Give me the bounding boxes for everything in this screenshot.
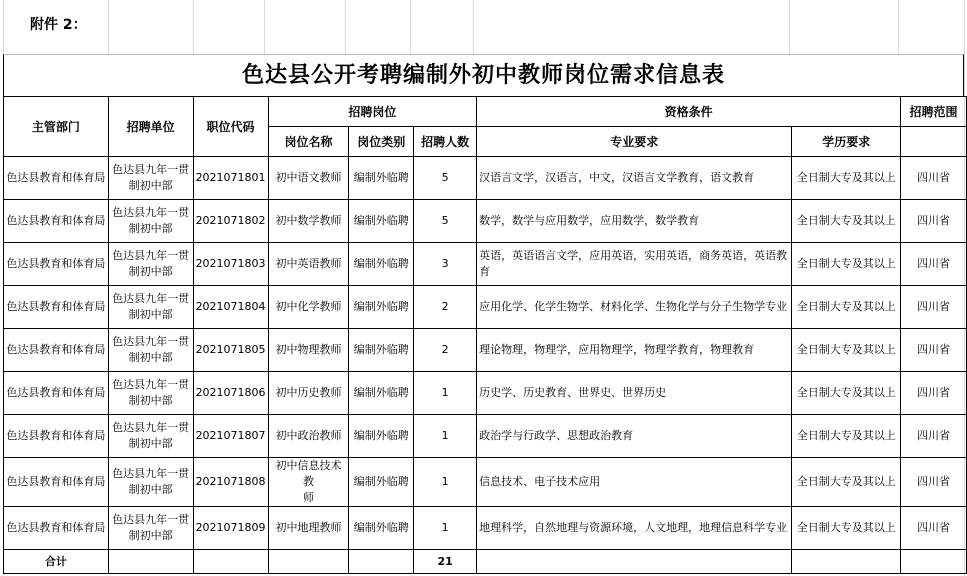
- cell-post-count-text: 2: [441, 343, 449, 356]
- total-blank-code[interactable]: [193, 550, 268, 574]
- cell-post-name[interactable]: [268, 286, 349, 329]
- cell-edu-text: 全日制大专及其以上: [796, 386, 896, 399]
- cell-scope[interactable]: [901, 458, 967, 507]
- header-major[interactable]: 专业要求: [477, 127, 792, 157]
- cell-unit-text: 色达县九年一贯: [112, 421, 190, 434]
- cell-unit-text: 制初中部: [128, 265, 173, 278]
- cell-major[interactable]: [477, 415, 792, 458]
- cell-post-name[interactable]: [268, 200, 349, 243]
- cell-unit-text: 制初中部: [128, 222, 173, 235]
- cell-post-count[interactable]: [414, 372, 477, 415]
- cell-post-type-text: 编制外临聘: [353, 171, 409, 184]
- cell-scope-text: 四川省: [917, 429, 951, 442]
- cell-scope-text: 四川省: [917, 343, 951, 356]
- cell-unit[interactable]: [108, 415, 193, 458]
- cell-major-text: 政治学与行政学、思想政治教育: [479, 429, 634, 442]
- cell-post-type-text: 编制外临聘: [353, 343, 409, 356]
- cell-code[interactable]: [193, 157, 268, 200]
- cell-dept-text: 色达县教育和体育局: [6, 343, 106, 356]
- cell-post-name-text: 初中信息技术教: [275, 459, 342, 488]
- cell-unit-text: 制初中部: [128, 394, 173, 407]
- cell-unit[interactable]: [108, 372, 193, 415]
- cell-unit[interactable]: [108, 507, 193, 550]
- cell-dept-text: 色达县教育和体育局: [6, 475, 106, 488]
- cell-unit-text: 色达县九年一贯: [112, 249, 190, 262]
- cell-scope-text: 四川省: [917, 521, 951, 534]
- table-row: [4, 286, 967, 329]
- cell-scope[interactable]: [901, 415, 967, 458]
- cell-scope-text: 四川省: [917, 257, 951, 270]
- total-label[interactable]: 合计: [4, 550, 109, 574]
- cell-major-text: 理论物理，物理学，应用物理学，物理学教育，物理教育: [479, 343, 755, 356]
- cell-code-text: 2021071807: [195, 429, 266, 442]
- cell-post-name-text: 初中地理教师: [275, 521, 342, 534]
- cell-scope[interactable]: [901, 372, 967, 415]
- cell-post-count[interactable]: [414, 157, 477, 200]
- cell-code[interactable]: [193, 243, 268, 286]
- cell-post-type-text: 编制外临聘: [353, 475, 409, 488]
- cell-code-text: 2021071802: [195, 214, 266, 227]
- cell-post-name-text: 师: [302, 491, 314, 504]
- cell-dept[interactable]: [4, 329, 109, 372]
- cell-code-text: 2021071808: [195, 475, 266, 488]
- header-code[interactable]: 职位代码: [193, 97, 268, 157]
- table-row: [4, 243, 967, 286]
- cell-post-count-text: 1: [441, 475, 449, 488]
- total-blank-scope[interactable]: [901, 550, 967, 574]
- cell-major[interactable]: [477, 329, 792, 372]
- cell-code[interactable]: [193, 372, 268, 415]
- cell-scope[interactable]: [901, 200, 967, 243]
- cell-post-name[interactable]: [268, 507, 349, 550]
- cell-unit-text: 制初中部: [128, 308, 173, 321]
- cell-major[interactable]: [477, 372, 792, 415]
- cell-unit-text: 色达县九年一贯: [112, 513, 190, 526]
- cell-major[interactable]: [477, 286, 792, 329]
- cell-code-text: 2021071806: [195, 386, 266, 399]
- cell-scope-text: 四川省: [917, 475, 951, 488]
- cell-post-count-text: 1: [441, 386, 449, 399]
- cell-post-type-text: 编制外临聘: [353, 386, 409, 399]
- cell-major-text: 历史学、历史教育、世界史、世界历史: [479, 386, 667, 399]
- cell-major[interactable]: [477, 458, 792, 507]
- cell-unit-text: 色达县九年一贯: [112, 206, 190, 219]
- cell-scope[interactable]: [901, 157, 967, 200]
- cell-scope[interactable]: [901, 329, 967, 372]
- cell-dept-text: 色达县教育和体育局: [6, 386, 106, 399]
- header-edu[interactable]: 学历要求: [792, 127, 901, 157]
- cell-unit-text: 制初中部: [128, 483, 173, 496]
- cell-major-text: 信息技术、电子技术应用: [479, 475, 601, 488]
- cell-post-name-text: 初中历史教师: [275, 386, 342, 399]
- header-unit[interactable]: 招聘单位: [108, 97, 193, 157]
- cell-major[interactable]: [477, 243, 792, 286]
- cell-scope-text: 四川省: [917, 386, 951, 399]
- cell-code-text: 2021071803: [195, 257, 266, 270]
- cell-post-type-text: 编制外临聘: [353, 300, 409, 313]
- cell-post-count[interactable]: [414, 200, 477, 243]
- cell-edu[interactable]: [792, 329, 901, 372]
- cell-post-name[interactable]: [268, 243, 349, 286]
- cell-post-count[interactable]: [414, 507, 477, 550]
- cell-code[interactable]: [193, 286, 268, 329]
- cell-code-text: 2021071809: [195, 521, 266, 534]
- cell-major-text: 英语，英语语言文学，应用英语，实用英语，商务英语，英语教育: [479, 249, 788, 278]
- cell-edu-text: 全日制大专及其以上: [796, 475, 896, 488]
- cell-dept[interactable]: [4, 243, 109, 286]
- cell-edu[interactable]: [792, 458, 901, 507]
- cell-post-type[interactable]: [349, 329, 414, 372]
- cell-major-text: 汉语言文学，汉语言，中文，汉语言文学教育，语文教育: [479, 171, 755, 184]
- cell-post-name-text: 初中化学教师: [275, 300, 342, 313]
- cell-code-text: 2021071805: [195, 343, 266, 356]
- cell-post-name[interactable]: [268, 415, 349, 458]
- cell-post-name[interactable]: [268, 157, 349, 200]
- cell-post-name-text: 初中物理教师: [275, 343, 342, 356]
- cell-major[interactable]: [477, 157, 792, 200]
- cell-post-type[interactable]: [349, 415, 414, 458]
- cell-unit-text: 色达县九年一贯: [112, 163, 190, 176]
- table-row: [4, 329, 967, 372]
- cell-post-count-text: 5: [441, 214, 449, 227]
- cell-unit[interactable]: [108, 200, 193, 243]
- cell-post-type[interactable]: [349, 372, 414, 415]
- cell-dept[interactable]: [4, 200, 109, 243]
- cell-edu-text: 全日制大专及其以上: [796, 521, 896, 534]
- cell-post-count-text: 3: [441, 257, 449, 270]
- cell-scope[interactable]: [901, 286, 967, 329]
- cell-unit[interactable]: [108, 243, 193, 286]
- cell-post-name-text: 初中语文教师: [275, 171, 342, 184]
- cell-unit[interactable]: [108, 286, 193, 329]
- cell-post-type[interactable]: [349, 243, 414, 286]
- cell-post-name-text: 初中政治教师: [275, 429, 342, 442]
- cell-dept[interactable]: [4, 157, 109, 200]
- total-count[interactable]: 21: [414, 550, 477, 574]
- cell-dept-text: 色达县教育和体育局: [6, 429, 106, 442]
- cell-post-count[interactable]: [414, 458, 477, 507]
- cell-dept-text: 色达县教育和体育局: [6, 214, 106, 227]
- cell-unit-text: 制初中部: [128, 179, 173, 192]
- header-post-group[interactable]: 招聘岗位: [268, 97, 477, 127]
- total-blank-edu[interactable]: [792, 550, 901, 574]
- table-row: [4, 372, 967, 415]
- cell-post-type[interactable]: [349, 286, 414, 329]
- cell-post-count[interactable]: [414, 415, 477, 458]
- cell-dept-text: 色达县教育和体育局: [6, 300, 106, 313]
- cell-edu[interactable]: [792, 157, 901, 200]
- cell-edu-text: 全日制大专及其以上: [796, 171, 896, 184]
- cell-post-type-text: 编制外临聘: [353, 214, 409, 227]
- cell-unit[interactable]: [108, 458, 193, 507]
- cell-unit-text: 制初中部: [128, 437, 173, 450]
- cell-post-type[interactable]: [349, 157, 414, 200]
- cell-post-count[interactable]: [414, 329, 477, 372]
- header-post-name[interactable]: 岗位名称: [268, 127, 349, 157]
- cell-edu[interactable]: [792, 372, 901, 415]
- cell-code[interactable]: [193, 329, 268, 372]
- cell-post-type-text: 编制外临聘: [353, 257, 409, 270]
- cell-post-count-text: 5: [441, 171, 449, 184]
- page-title: 色达县公开考聘编制外初中教师岗位需求信息表: [241, 63, 725, 88]
- cell-post-type[interactable]: [349, 458, 414, 507]
- table-row: [4, 415, 967, 458]
- cell-dept[interactable]: [4, 372, 109, 415]
- cell-edu-text: 全日制大专及其以上: [796, 257, 896, 270]
- cell-post-name-text: 初中英语教师: [275, 257, 342, 270]
- cell-dept-text: 色达县教育和体育局: [6, 171, 106, 184]
- cell-post-count[interactable]: [414, 286, 477, 329]
- cell-post-name[interactable]: [268, 329, 349, 372]
- cell-post-name[interactable]: [268, 458, 349, 507]
- cell-major-text: 应用化学、化学生物学、材料化学、生物化学与分子生物学专业: [479, 300, 788, 313]
- total-blank-name[interactable]: [268, 550, 349, 574]
- cell-dept[interactable]: [4, 458, 109, 507]
- header-post-count[interactable]: 招聘人数: [414, 127, 477, 157]
- cell-dept[interactable]: [4, 286, 109, 329]
- cell-scope[interactable]: [901, 507, 967, 550]
- total-blank-type[interactable]: [349, 550, 414, 574]
- total-blank-major[interactable]: [477, 550, 792, 574]
- cell-edu[interactable]: [792, 200, 901, 243]
- cell-code[interactable]: [193, 200, 268, 243]
- cell-dept-text: 色达县教育和体育局: [6, 521, 106, 534]
- cell-major[interactable]: [477, 200, 792, 243]
- cell-edu-text: 全日制大专及其以上: [796, 214, 896, 227]
- cell-scope[interactable]: [901, 243, 967, 286]
- cell-edu[interactable]: [792, 415, 901, 458]
- cell-post-count-text: 1: [441, 429, 449, 442]
- cell-post-type-text: 编制外临聘: [353, 521, 409, 534]
- cell-post-count-text: 1: [441, 521, 449, 534]
- cell-post-count[interactable]: [414, 243, 477, 286]
- cell-unit[interactable]: [108, 329, 193, 372]
- table-row: [4, 458, 967, 507]
- cell-scope-text: 四川省: [917, 300, 951, 313]
- cell-unit-text: 色达县九年一贯: [112, 378, 190, 391]
- table-row: [4, 507, 967, 550]
- cell-edu-text: 全日制大专及其以上: [796, 429, 896, 442]
- cell-edu-text: 全日制大专及其以上: [796, 300, 896, 313]
- cell-dept[interactable]: [4, 415, 109, 458]
- table-row: [4, 157, 967, 200]
- cell-scope-text: 四川省: [917, 171, 951, 184]
- cell-unit-text: 色达县九年一贯: [112, 467, 190, 480]
- cell-unit-text: 制初中部: [128, 351, 173, 364]
- cell-code[interactable]: [193, 415, 268, 458]
- cell-code[interactable]: [193, 507, 268, 550]
- cell-unit-text: 制初中部: [128, 529, 173, 542]
- total-blank-unit[interactable]: [108, 550, 193, 574]
- attachment-label: 附件 2：: [30, 17, 87, 33]
- cell-edu[interactable]: [792, 286, 901, 329]
- header-scope[interactable]: 招聘范围: [901, 97, 967, 127]
- cell-post-type[interactable]: [349, 200, 414, 243]
- recruitment-table: [3, 96, 967, 574]
- cell-scope-text: 四川省: [917, 214, 951, 227]
- cell-unit[interactable]: [108, 157, 193, 200]
- cell-edu[interactable]: [792, 507, 901, 550]
- cell-major[interactable]: [477, 507, 792, 550]
- cell-post-name-text: 初中数学教师: [275, 214, 342, 227]
- table-row: [4, 200, 967, 243]
- cell-major-text: 数学，数学与应用数学，应用数学，数学教育: [479, 214, 700, 227]
- header-qual-group[interactable]: 资格条件: [477, 97, 901, 127]
- cell-code-text: 2021071801: [195, 171, 266, 184]
- cell-edu-text: 全日制大专及其以上: [796, 343, 896, 356]
- cell-post-type[interactable]: [349, 507, 414, 550]
- header-scope-blank[interactable]: [901, 127, 967, 157]
- cell-post-type-text: 编制外临聘: [353, 429, 409, 442]
- cell-edu[interactable]: [792, 243, 901, 286]
- cell-dept-text: 色达县教育和体育局: [6, 257, 106, 270]
- cell-dept[interactable]: [4, 507, 109, 550]
- cell-major-text: 地理科学，自然地理与资源环境，人文地理，地理信息科学专业: [479, 521, 788, 534]
- cell-unit-text: 色达县九年一贯: [112, 335, 190, 348]
- header-dept[interactable]: 主管部门: [4, 97, 109, 157]
- cell-post-count-text: 2: [441, 300, 449, 313]
- cell-post-name[interactable]: [268, 372, 349, 415]
- cell-code-text: 2021071804: [195, 300, 266, 313]
- header-post-type[interactable]: 岗位类别: [349, 127, 414, 157]
- cell-code[interactable]: [193, 458, 268, 507]
- cell-unit-text: 色达县九年一贯: [112, 292, 190, 305]
